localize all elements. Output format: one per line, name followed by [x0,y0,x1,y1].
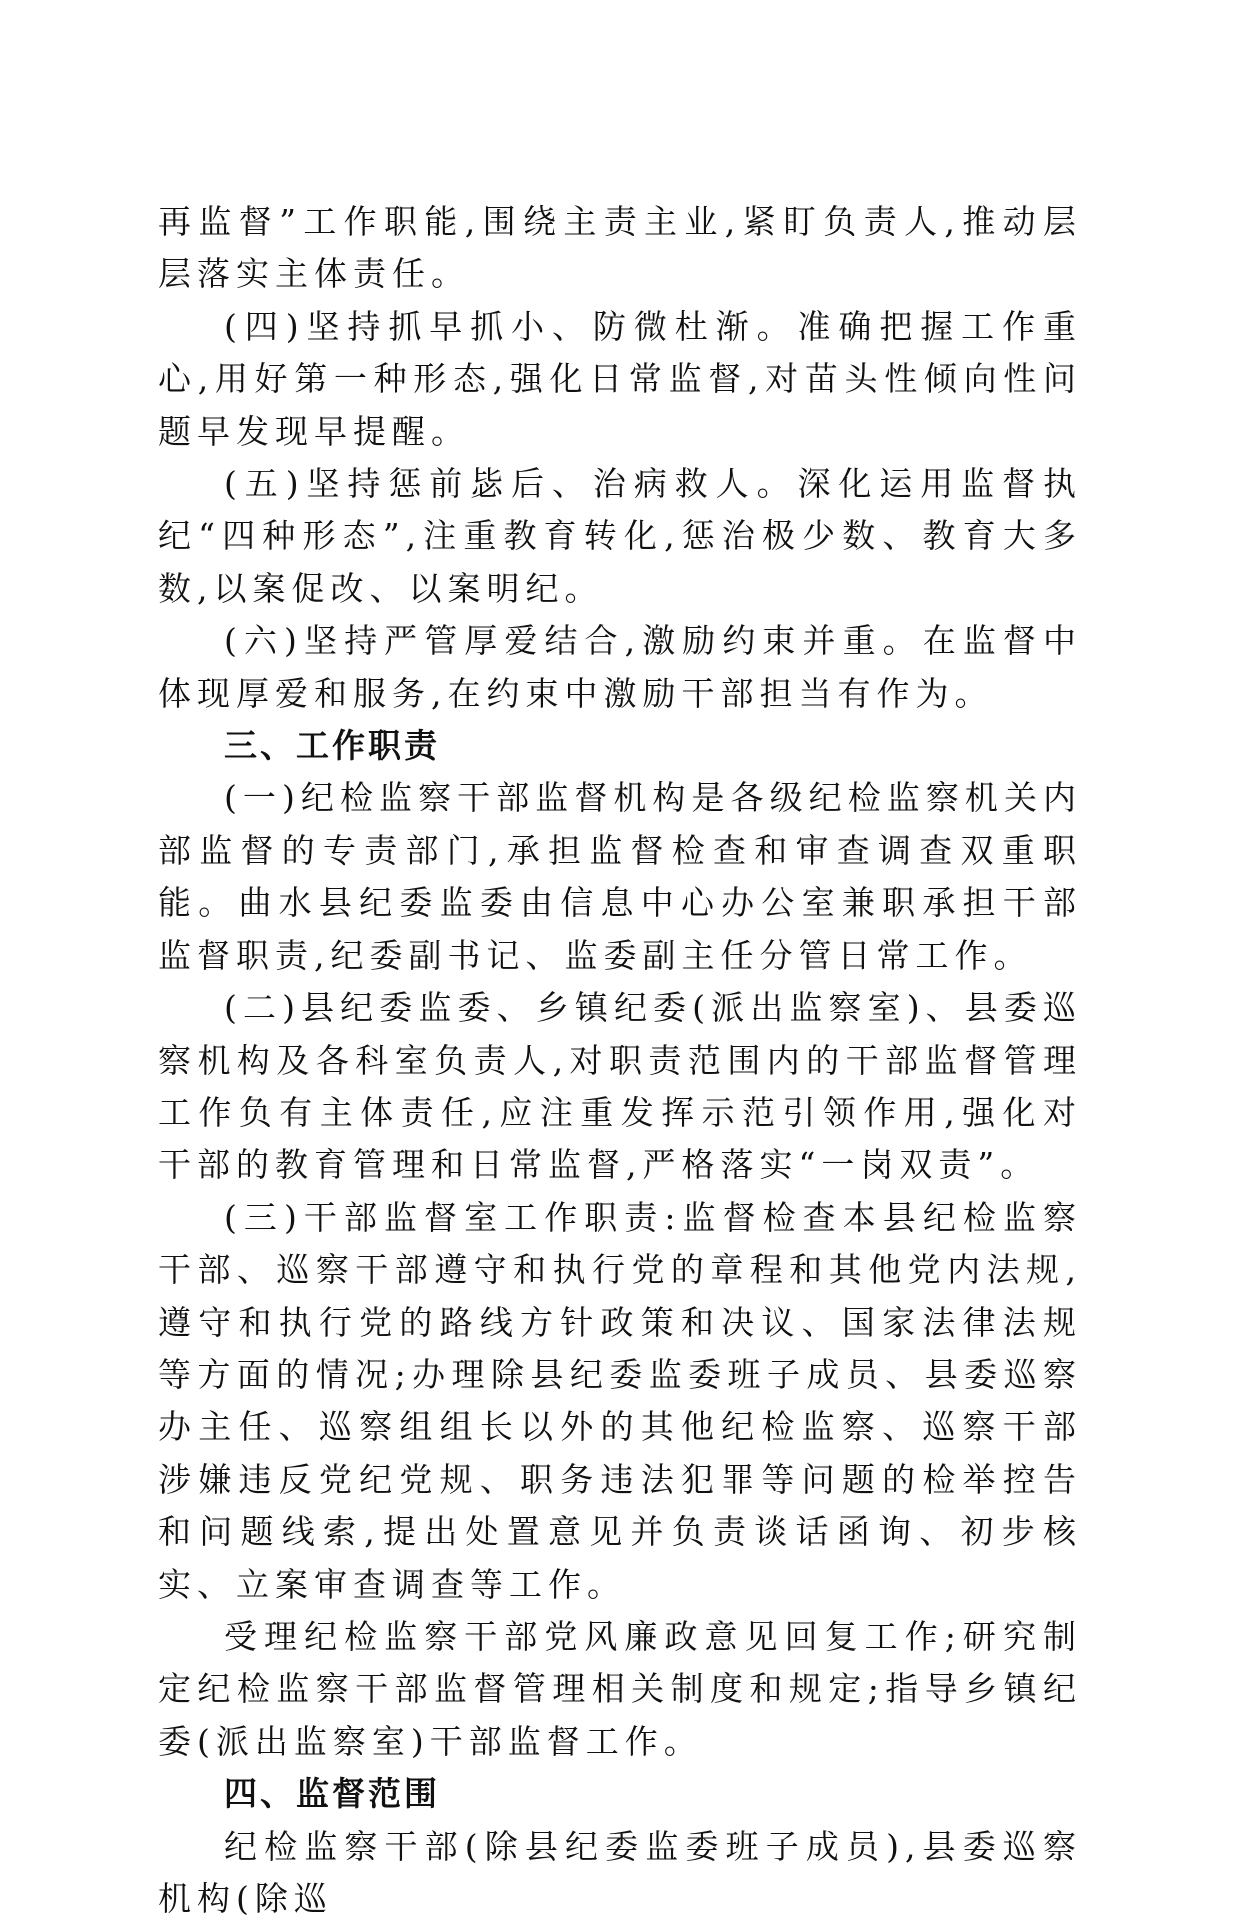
paragraph-duty-3-continued: 受理纪检监察干部党风廉政意见回复工作;研究制定纪检监察干部监督管理相关制度和规定;指导乡镇纪委(派出监察室)干部监督工作。 [158,1616,1082,1761]
paragraph-principle-6: (六)坚持严管厚爱结合,激励约束并重。在监督中体现厚爱和服务,在约束中激励干部担当有作为。 [158,621,1082,713]
paragraph-scope: 纪检监察干部(除县纪委监委班子成员),县委巡察机构(除巡 [158,1826,1082,1918]
paragraph-duty-2: (二)县纪委监委、乡镇纪委(派出监察室)、县委巡察机构及各科室负责人,对职责范围内的干部监督管理工作负有主体责任,应注重发挥示范引领作用,强化对干部的教育管理和日常监督,严格落实“一岗双责”。 [158,988,1082,1185]
section-heading-duties: 三、工作职责 [224,726,440,766]
paragraph-principle-5: (五)坚持惩前毖后、治病救人。深化运用监督执纪“四种形态”,注重教育转化,惩治极少数、教育大多数,以案促改、以案明纪。 [158,464,1082,608]
paragraph-principle-4: (四)坚持抓早抓小、防微杜渐。准确把握工作重心,用好第一种形态,强化日常监督,对苗头性倾向性问题早发现早提醒。 [158,306,1082,451]
document-page [158,196,1082,1925]
paragraph-continuation: 再监督”工作职能,围绕主责主业,紧盯负责人,推动层层落实主体责任。 [158,202,1082,294]
paragraph-duty-1: (一)纪检监察干部监督机构是各级纪检监察机关内部监督的专责部门,承担监督检查和审查调查双重职能。曲水县纪委监委由信息中心办公室兼职承担干部监督职责,纪委副书记、监委副主任分管日常工作。 [158,778,1082,975]
paragraph-duty-3: (三)干部监督室工作职责:监督检查本县纪检监察干部、巡察干部遵守和执行党的章程和其他党内法规,遵守和执行党的路线方针政策和决议、国家法律法规等方面的情况;办理除县纪委监委班子成员、县委巡察办主任、巡察组组长以外的其他纪检监察、巡察干部涉嫌违反党纪党规、职务违法犯罪等问题的检举控告和问题线索,提出处置意见并负责谈话函询、初步核实、立案审查调查等工作。 [158,1197,1082,1604]
section-heading-scope: 四、监督范围 [224,1774,440,1814]
